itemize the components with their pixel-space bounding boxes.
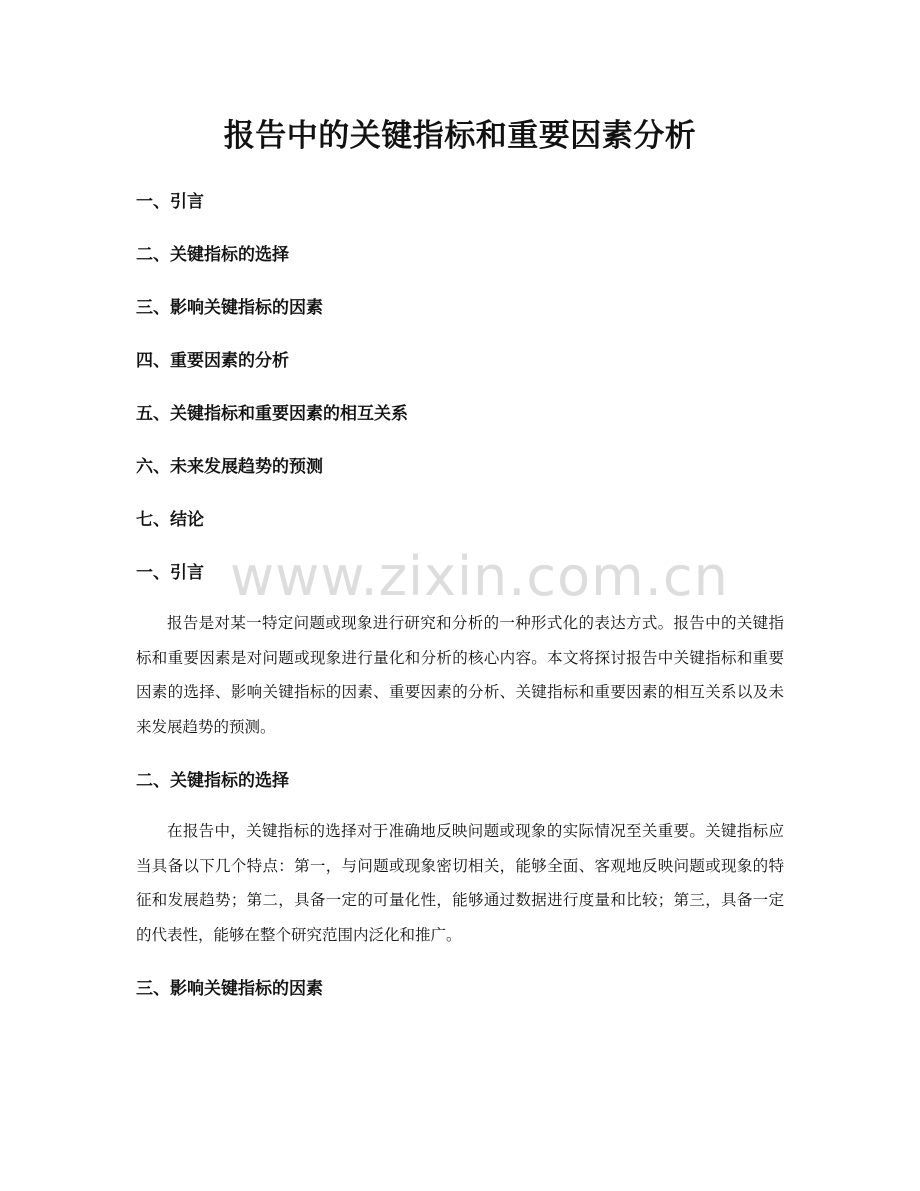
section-heading: 二、关键指标的选择 xyxy=(136,771,289,791)
toc-item: 一、引言 xyxy=(136,192,204,212)
section-paragraph: 在报告中，关键指标的选择对于准确地反映问题或现象的实际情况至关重要。关键指标应当具备以下几个特点：第一，与问题或现象密切相关，能够全面、客观地反映问题或现象的特征和发展趋势；第二，具备一定的可量化性，能够通过数据进行度量和比较；第三，具备一定的代表性，能够在整个研究范围内泛化和推广。 xyxy=(136,822,784,944)
toc-item: 六、未来发展趋势的预测 xyxy=(136,457,323,477)
section-paragraph: 报告是对某一特定问题或现象进行研究和分析的一种形式化的表达方式。报告中的关键指标和重要因素是对问题或现象进行量化和分析的核心内容。本文将探讨报告中关键指标和重要因素的选择、影响关键指标的因素、重要因素的分析、关键指标和重要因素的相互关系以及未来发展趋势的预测。 xyxy=(136,614,784,736)
toc-item: 二、关键指标的选择 xyxy=(136,245,289,265)
toc-item: 三、影响关键指标的因素 xyxy=(136,298,323,318)
section-heading: 一、引言 xyxy=(136,563,204,583)
toc-item: 五、关键指标和重要因素的相互关系 xyxy=(136,404,408,424)
table-of-contents xyxy=(136,188,408,559)
watermark: www.zixin.com.cn xyxy=(230,545,729,608)
section-heading: 三、影响关键指标的因素 xyxy=(136,979,323,999)
toc-item: 七、结论 xyxy=(136,510,204,530)
document-title: 报告中的关键指标和重要因素分析 xyxy=(223,118,697,154)
toc-item: 四、重要因素的分析 xyxy=(136,351,289,371)
